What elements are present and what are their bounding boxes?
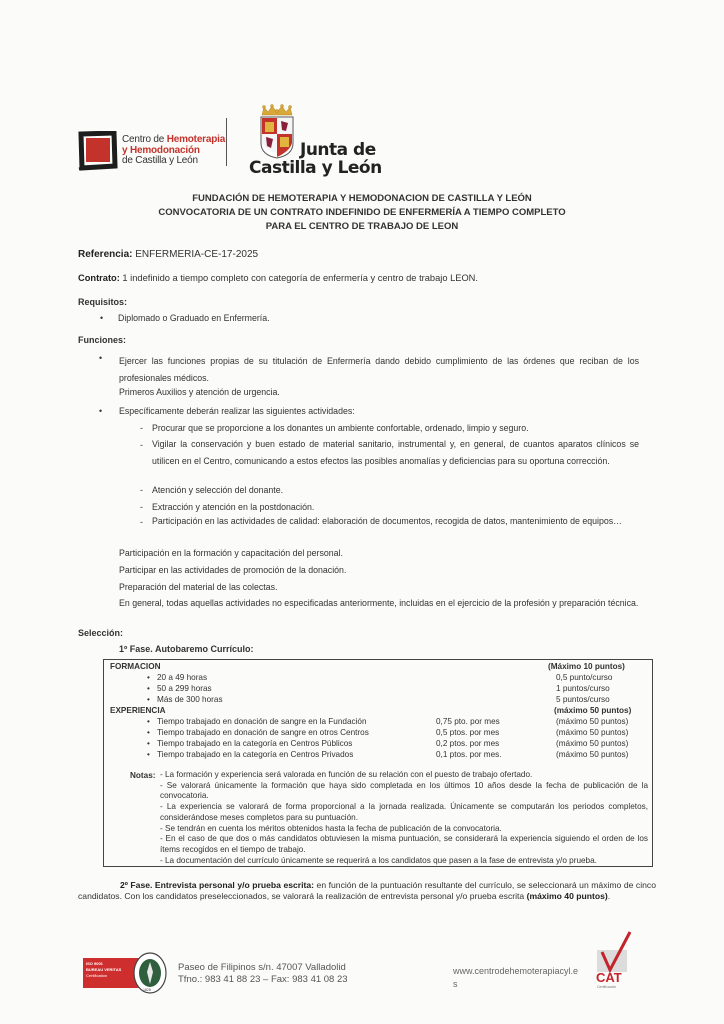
dash-icon: - — [140, 440, 143, 450]
contrato-label: Contrato: — [78, 273, 120, 283]
funciones-item1-extra: Primeros Auxilios y atención de urgencia. — [119, 387, 280, 397]
referencia-label: Referencia: — [78, 249, 133, 260]
funciones-extra: En general, todas aquellas actividades no especificadas anteriormente, incluidas en el ejercicio de la profesión y preparación técnica. — [119, 598, 639, 608]
cat-check-icon — [596, 930, 636, 975]
experiencia-row-item: Tiempo trabajado en la categoría en Centros Privados — [157, 750, 354, 759]
referencia-value: ENFERMERIA-CE-17-2025 — [135, 249, 259, 260]
experiencia-row-rate: 0,5 ptos. por mes — [436, 728, 500, 737]
footer-phone: Tfno.: 983 41 88 23 – Fax: 983 41 08 23 — [178, 974, 348, 985]
funciones-extra: Preparación del material de las colectas. — [119, 582, 278, 592]
experiencia-row-max: (máximo 50 puntos) — [556, 717, 629, 726]
bv-line1: ISO 9001 — [86, 961, 103, 966]
funciones-subitem: Participación en las actividades de calidad: elaboración de documentos, recogida de datos, mantenimiento de equipos… — [152, 516, 622, 526]
formacion-max: (Máximo 10 puntos) — [548, 662, 625, 671]
cht-logo — [78, 131, 226, 176]
funciones-subitem: Atención y selección del donante. — [152, 485, 284, 495]
bv-line3: Certification — [86, 973, 108, 978]
funciones-subitem: Procurar que se proporcione a los donantes un ambiente confortable, ordenado, limpio y seguro. — [152, 423, 529, 433]
experiencia-label: EXPERIENCIA — [110, 706, 166, 715]
fase2-end: . — [607, 891, 611, 901]
requisitos-label: Requisitos: — [78, 297, 128, 307]
experiencia-row-item: Tiempo trabajado en la categoría en Centros Públicos — [157, 739, 353, 748]
logo-divider — [226, 118, 227, 166]
fase2-max: (máximo 40 puntos) — [526, 891, 608, 901]
fase2-paragraph — [78, 880, 656, 902]
bullet-icon: • — [147, 728, 150, 737]
cht-line1b: Hemoterapia — [166, 134, 226, 145]
bullet-icon: • — [147, 750, 150, 759]
formacion-row-points: 5 puntos/curso — [556, 695, 610, 704]
funciones-extra: Participación en la formación y capacitación del personal. — [119, 548, 343, 558]
title-line2: CONVOCATORIA DE UN CONTRATO INDEFINIDO DE ENFERMERÍA A TIEMPO COMPLETO — [158, 207, 566, 218]
funciones-item2: Específicamente deberán realizar las siguientes actividades: — [119, 406, 355, 416]
notas-list — [160, 770, 648, 866]
funciones-label: Funciones: — [78, 335, 127, 345]
funciones-bullet-icon: • — [99, 406, 103, 416]
nota-item: - La formación y experiencia será valorada en función de su relación con el puesto de trabajo ofertado. — [160, 770, 533, 779]
bullet-icon: • — [147, 673, 150, 682]
formacion-row-item: 20 a 49 horas — [157, 673, 208, 682]
bullet-icon: • — [147, 684, 150, 693]
formacion-row-item: Más de 300 horas — [157, 695, 223, 704]
seleccion-label: Selección: — [78, 628, 124, 638]
formacion-row-points: 0,5 punto/curso — [556, 673, 613, 682]
experiencia-row-item: Tiempo trabajado en donación de sangre en la Fundación — [157, 717, 367, 726]
contrato-value: 1 indefinido a tiempo completo con categoría de enfermería y centro de trabajo LEON. — [122, 273, 478, 283]
fase2-text: en función de la puntuación resultante del currículo, se seleccionará un máximo de cinco candidatos. Con los candidatos preseleccionados, se valorará la realización de entrevista personal y/o prueba escrita — [78, 880, 656, 901]
bv-seal-year: 1828 — [143, 988, 151, 992]
referencia — [78, 249, 638, 260]
bullet-icon: • — [147, 717, 150, 726]
experiencia-row-max: (máximo 50 puntos) — [556, 739, 629, 748]
cht-line1a: Centro de — [122, 134, 167, 145]
bv-line2: BUREAU VERITAS — [86, 967, 122, 972]
funciones-item1: Ejercer las funciones propias de su titulación de Enfermería dando debido cumplimiento de las órdenes que reciban de los profesionales médicos. — [119, 356, 639, 383]
cht-line2: y Hemodonación — [122, 144, 200, 156]
experiencia-row-rate: 0,75 pto. por mes — [436, 717, 500, 726]
junta-logo-line1: Junta de — [300, 140, 376, 160]
footer-web[interactable] — [453, 965, 583, 991]
footer-web-line2[interactable]: s — [453, 979, 458, 989]
nota-item: - Se tendrán en cuenta los méritos obtenidos hasta la fecha de publicación de la convocatoria. — [160, 823, 502, 833]
requisitos-item: Diplomado o Graduado en Enfermería. — [118, 313, 270, 323]
experiencia-row-item: Tiempo trabajado en donación de sangre en otros Centros — [157, 728, 369, 737]
cht-logo-text — [122, 135, 225, 167]
cat-text: CAT — [596, 970, 622, 985]
fase2-label: 2º Fase. Entrevista personal y/o prueba escrita: — [120, 880, 315, 890]
footer-web-line1[interactable]: www.centrodehemoterapiacyl.e — [453, 966, 579, 976]
fase1-label: 1º Fase. Autobaremo Currículo: — [119, 644, 254, 654]
footer-address-block — [178, 962, 428, 986]
cht-line3: de Castilla y León — [122, 155, 198, 166]
experiencia-row-max: (máximo 50 puntos) — [556, 750, 629, 759]
dash-icon: - — [140, 517, 143, 527]
cat-logo — [596, 930, 636, 992]
formacion-row-item: 50 a 299 horas — [157, 684, 212, 693]
contrato — [78, 273, 648, 283]
formacion-label: FORMACION — [110, 662, 161, 671]
funciones-subitem: Extracción y atención en la postdonación. — [152, 502, 315, 512]
experiencia-row-rate: 0,1 ptos. por mes. — [436, 750, 502, 759]
experiencia-row-max: (máximo 50 puntos) — [556, 728, 629, 737]
dash-icon: - — [140, 485, 143, 495]
cht-logo-mark-icon — [78, 131, 118, 171]
funciones-bullet-icon: • — [99, 353, 103, 363]
dash-icon: - — [140, 423, 143, 433]
cat-sub: Certificación — [597, 985, 617, 989]
nota-item: - La experiencia se valorará de forma proporcional a la jornada realizada. Únicamente se computarán los periodos completos, considerándose meses completos para su puntuación. — [160, 802, 648, 822]
footer-address: Paseo de Filipinos s/n. 47007 Valladolid — [178, 962, 346, 973]
title-line1: FUNDACIÓN DE HEMOTERAPIA Y HEMODONACION DE CASTILLA Y LEÓN — [192, 193, 532, 204]
experiencia-max: (máximo 50 puntos) — [554, 706, 632, 715]
requisitos-bullet-icon: • — [100, 313, 104, 323]
funciones-subitem: Vigilar la conservación y buen estado de material sanitario, instrumental y, en general, de cuantos aparatos clínicos se utilicen en el Centro, comunicando a estos efectos las posibles anomalías y deficiencias para su oportuna corrección. — [152, 439, 639, 466]
notas-label: Notas: — [130, 771, 156, 780]
junta-logo-line2: Castilla y León — [249, 158, 382, 178]
title-line3: PARA EL CENTRO DE TRABAJO DE LEON — [265, 221, 459, 232]
funciones-extra: Participar en las actividades de promoción de la donación. — [119, 565, 347, 575]
formacion-row-points: 1 puntos/curso — [556, 684, 610, 693]
nota-item: - Se valorará únicamente la formación que haya sido completada en los últimos 10 años desde la fecha de publicación de la convocatoria. — [160, 780, 648, 801]
bullet-icon: • — [147, 739, 150, 748]
dash-icon: - — [140, 502, 143, 512]
bullet-icon: • — [147, 695, 150, 704]
bureau-veritas-logo — [83, 952, 173, 994]
nota-item: - En el caso de que dos o más candidatos obtuviesen la misma puntuación, se considerará la experiencia siguiendo el orden de los ítems recogidos en el tiempo de trabajo. — [160, 834, 648, 854]
experiencia-row-rate: 0,2 ptos. por mes — [436, 739, 500, 748]
junta-coat-of-arms-icon — [257, 103, 297, 159]
nota-item: - La documentación del currículo únicamente se requerirá a los candidatos que pasen a la fase de entrevista y/o prueba. — [160, 855, 597, 865]
